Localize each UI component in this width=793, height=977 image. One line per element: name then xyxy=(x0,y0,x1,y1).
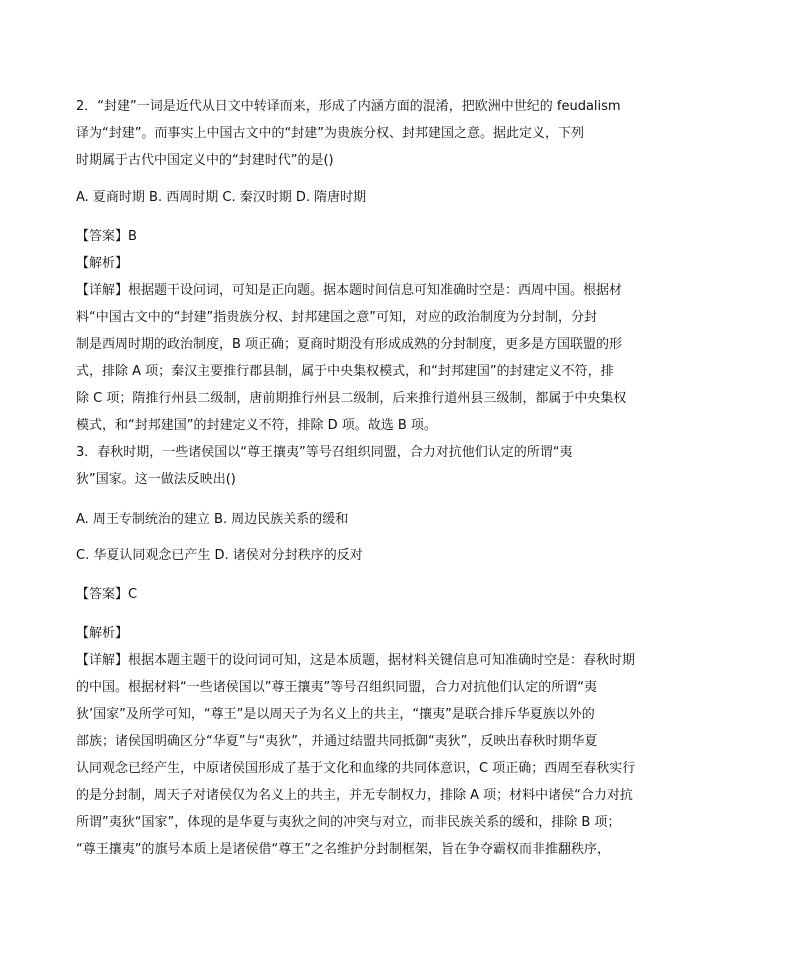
q3-answer: 【答案】C xyxy=(76,587,138,602)
q2-detail-line-1: 【详解】根据题干设问词，可知是正向题。据本题时间信息可知准确时空是：西周中国。根据材 xyxy=(76,283,623,298)
q2-detail-line-3: 制是西周时期的政治制度，B 项正确；夏商时期没有形成成熟的分封制度，更多是方国联盟的形 xyxy=(76,337,623,352)
q2-detail-line-2: 料“中国古文中的“封建”指贵族分权、封邦建国之意”可知，对应的政治制度为分封制，分封 xyxy=(76,310,597,325)
q3-detail-line-3: 狄’国家”及所学可知，“尊王”是以周天子为名义上的共主，“攘夷”是联合排斥华夏族以外的 xyxy=(76,707,595,722)
q3-options-1: A. 周王专制统治的建立 B. 周边民族关系的缓和 xyxy=(76,512,349,527)
q2-stem-line-1: 2．“封建”一词是近代从日文中转译而来，形成了内涵方面的混淆，把欧洲中世纪的 feudalism xyxy=(76,99,621,114)
q2-options: A. 夏商时期 B. 西周时期 C. 秦汉时期 D. 隋唐时期 xyxy=(76,190,367,205)
q3-detail-line-8: “尊王攘夷”的旗号本质上是诸侯借“尊王”之名维护分封制框架，旨在争夺霸权而非推翻秩序， xyxy=(76,842,610,857)
q3-analysis-label: 【解析】 xyxy=(76,626,129,641)
q3-detail-line-1: 【详解】根据本题主题干的设问词可知，这是本质题，据材料关键信息可知准确时空是：春秋时期 xyxy=(76,653,636,668)
q3-detail-line-7: 所谓”夷狄“国家”，体现的是华夏与夷狄之间的冲突与对立，而非民族关系的缓和，排除 B 项； xyxy=(76,815,621,830)
q3-stem-line-2: 狄”国家。这一做法反映出() xyxy=(76,472,236,487)
q3-options-2: C. 华夏认同观念已产生 D. 诸侯对分封秩序的反对 xyxy=(76,548,363,563)
q2-analysis-label: 【解析】 xyxy=(76,256,129,271)
q2-detail-line-5: 除 C 项；隋推行州县二级制，唐前期推行州县二级制，后来推行道州县三级制，都属于中央集权 xyxy=(76,391,627,406)
q3-detail-line-4: 部族；诸侯国明确区分“华夏”与“夷狄”，并通过结盟共同抵御“夷狄”，反映出春秋时期华夏 xyxy=(76,734,598,749)
q3-stem-line-1: 3．春秋时期，一些诸侯国以“尊王攘夷”等号召组织同盟，合力对抗他们认定的所谓“夷 xyxy=(76,445,573,460)
q3-detail-line-2: 的中国。根据材料“一些诸侯国以”尊王攘夷”等号召组织同盟，合力对抗他们认定的所谓“夷 xyxy=(76,680,597,695)
q3-detail-line-5: 认同观念已经产生，中原诸侯国形成了基于文化和血缘的共同体意识，C 项正确；西周至春秋实行 xyxy=(76,761,636,776)
q2-detail-line-4: 式，排除 A 项；秦汉主要推行郡县制，属于中央集权模式，和“封邦建国”的封建定义不符，排 xyxy=(76,364,614,379)
q2-stem-line-3: 时期属于古代中国定义中的“封建时代”的是() xyxy=(76,153,334,168)
q2-stem-line-2: 译为“封建”。而事实上中国古文中的“封建”为贵族分权、封邦建国之意。据此定义，下列 xyxy=(76,126,584,141)
q3-detail-line-6: 的是分封制，周天子对诸侯仅为名义上的共主，并无专制权力，排除 A 项；材料中诸侯“合力对抗 xyxy=(76,788,633,803)
q2-answer: 【答案】B xyxy=(76,229,137,244)
q2-detail-line-6: 模式，和“封邦建国”的封建定义不符，排除 D 项。故选 B 项。 xyxy=(76,418,437,433)
